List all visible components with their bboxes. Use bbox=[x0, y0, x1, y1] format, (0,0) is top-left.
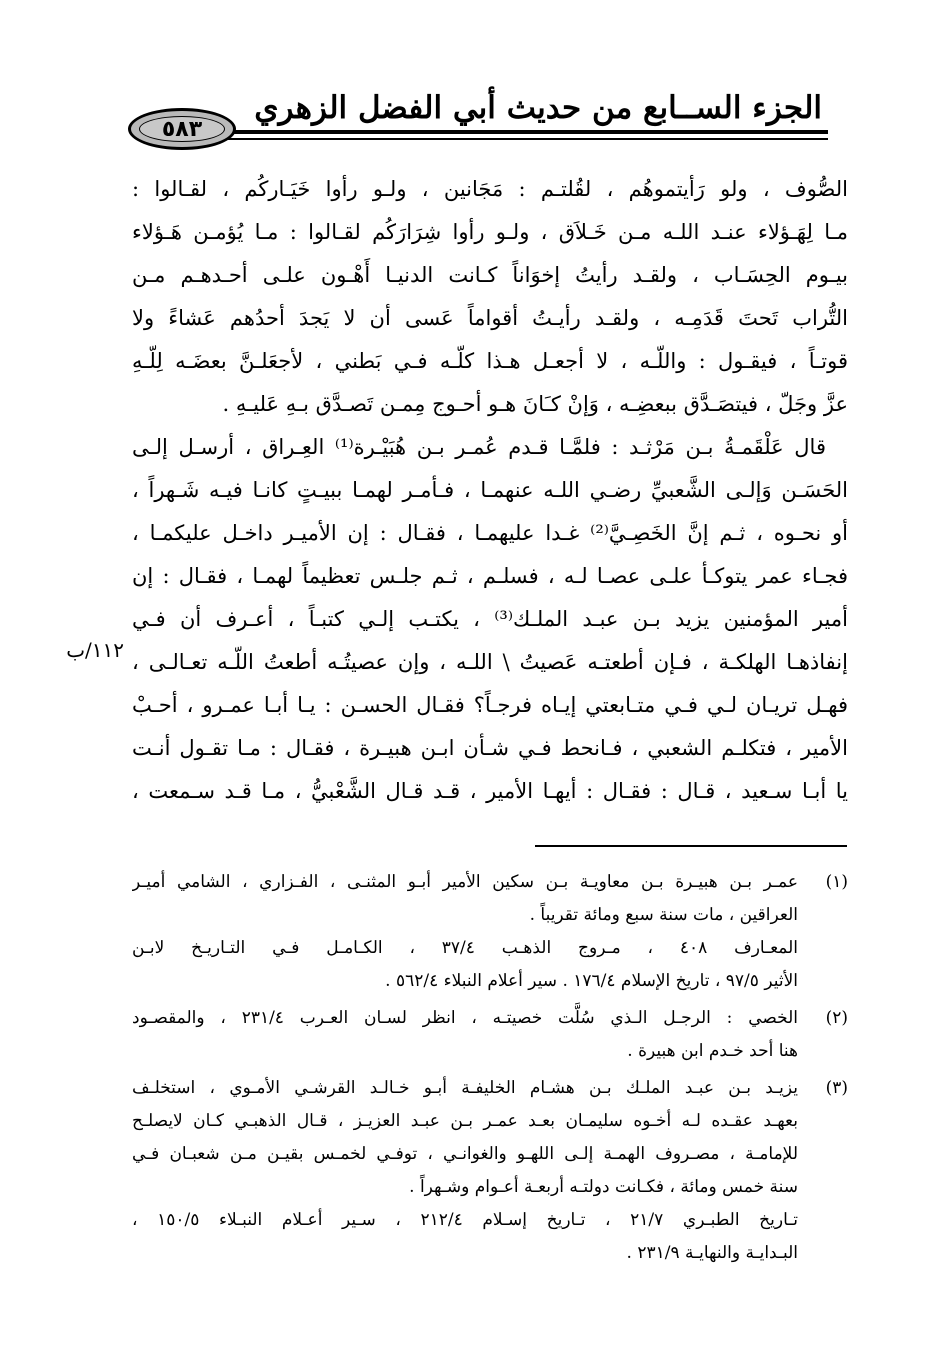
text-line: قوتـاً ، فيقـول : واللّـه ، لا أجعـل هـذا كلّـه فـي بَطني ، لأجعَلـنَّ بعضَـه لِلّـهِ bbox=[132, 349, 848, 373]
text-line: قال عَلْقَمـةُ بـن مَرْثـد : فلمَّـا قـدم عُمـر بـن هُبَيْـرة⁽¹⁾ العِـراق ، أرسـل إلـى bbox=[132, 435, 826, 459]
footnote-line: الخصي : الرجـل الـذي سُلَّت خصيتـه ، انظر لسـان العـرب ٢٣١/٤ ، والمقصـود bbox=[132, 1008, 798, 1028]
text-line: الحَسَـن وَإلـى الشَّعبيِّ رضـي اللـه عنهمـا ، فـأمـر لهمـا ببيـتٍ كانـا فيـه شَـهراً ، bbox=[132, 478, 848, 502]
footnote-1 bbox=[132, 866, 848, 998]
header-rule-thin bbox=[228, 138, 828, 140]
text-line: فجـاء عمر يتوكـأ علـى عصـا لـه ، فسلـم ، ثـم جلـس تعظيماً لهمـا ، فقـال : إن bbox=[132, 564, 848, 588]
footnote-2 bbox=[132, 1002, 848, 1068]
footnote-line: عمـر بـن هبيـرة بـن معاويـة بـن سكين الأمير أبـو المثنـى ، الفـزاري ، الشامي أميـر bbox=[132, 872, 798, 892]
page-number: ٥٨٣ bbox=[139, 116, 225, 142]
footnote-reference-line: البـدايـة والنهايـة ٢٣١/٩ . bbox=[626, 1243, 798, 1263]
footnote-line: سنة خمس ومائة ، فكـانت دولتـه أربعـة أعـوام وشـهراً . bbox=[409, 1177, 798, 1197]
footnote-number: (٢) bbox=[825, 1008, 848, 1028]
footnote-line: بعهـد عقـده لـه أخـوه سليمـان بعـد عمـر بـن عبـد العزيـز ، قـال الذهبـي كـان لايصلـح bbox=[132, 1111, 798, 1131]
manuscript-folio-note: ١١٢/ب bbox=[66, 638, 124, 662]
footnote-number: (١) bbox=[825, 872, 848, 892]
page-header bbox=[128, 82, 828, 152]
text-line: أو نحـوه ، ثـم إنَّ الخَصِـيَّ⁽²⁾ غـدا عليهمـا ، فقـال : إن الأميـر داخـل عليكمـا ، bbox=[132, 521, 848, 545]
text-line: الأمير ، فتكلـم الشعبي ، فـانحط فـي شـأن ابـن هبيـرة ، فقـال : مـا تقـول أنـت bbox=[132, 736, 848, 760]
footnotes bbox=[132, 866, 848, 1274]
text-line: إنفاذهـا الهلكـة ، فـإن أطعتـه عَصيتُ \ اللـه ، وإن عصيتُـه أطعتُ اللّـه تعـالـى ، bbox=[132, 650, 848, 674]
text-line: الصُّوف ، ولو رَأيتموهُم ، لقُلتـم : مَجَانين ، ولـو رأوا خَيَـاركُم ، لقـالوا : bbox=[132, 177, 848, 201]
footnote-line: العراقين ، مات سنة سبع ومائة تقريباً . bbox=[529, 905, 798, 925]
footnote-line: يزيـد بـن عبـد الملـك بـن هشـام الخليفـة أبـو خـالـد القرشـي الأمـوي ، استخلـف bbox=[132, 1078, 798, 1098]
text-line: يا أبـا سـعيد ، قـال : فقـال : أيهـا الأمير ، قـد قـال الشَّعْبيُّ ، مـا قـد سـمعت ، bbox=[132, 779, 848, 803]
text-line: عزَّ وجَلّ ، فيتصَـدَّق ببعضِـه ، وَإنْ كـَانَ هـو أحـوج مِمـن تَصـدَّق بـهِ عَليـهِ . bbox=[222, 392, 848, 416]
header-rule-thick bbox=[228, 130, 828, 134]
footnote-separator bbox=[535, 845, 847, 847]
footnote-reference-line: المعـارف ٤٠٨ ، مـروج الذهـب ٣٧/٤ ، الكـامـل فـي التـاريـخ لابـن bbox=[132, 938, 798, 958]
text-line: مـا لِهَـؤلاء عنـد اللـه مـن خَـلاَق ، ولـو رأوا شِرَارَكُم لقـالوا : مـا يُؤمـن هَـؤلاء bbox=[132, 220, 848, 244]
page-number-badge bbox=[128, 108, 236, 150]
main-text bbox=[132, 168, 848, 813]
text-line: التُّراب تَحتَ قَدَمِـه ، ولقـد رأيـتُ أقواماً عَسى أن لا يَجدَ أحدُهم عَشاءً ولا bbox=[132, 306, 848, 330]
footnote-line: للإمامـة ، مصـروف الهمـة إلـى اللهـو والغوانـي ، توفـي لخمـس بقيـن مـن شعبـان فـي bbox=[132, 1144, 798, 1164]
footnote-3 bbox=[132, 1072, 848, 1270]
text-line: فهـل تريـان لـي فـي متـابعتي إيـاه فرجـاً؟ فقـال الحسـن : يـا أبـا عمـرو ، أحـبْ bbox=[132, 693, 848, 717]
footnote-reference-line: تـاريخ الطبـري ٢١/٧ ، تـاريخ إسـلام ٢١٢/٤ ، سـير أعـلام النبـلاء ١٥٠/٥ ، bbox=[132, 1210, 798, 1230]
footnote-reference-line: الأثير ٩٧/٥ ، تاريخ الإسلام ١٧٦/٤ . سير أعلام النبلاء ٥٦٢/٤ . bbox=[385, 971, 798, 991]
text-line: أمير المؤمنين يزيد بـن عبـد الملـك⁽³⁾ ، يكتـب إلـي كتبـاً ، أعـرف أن فـي bbox=[132, 607, 848, 631]
running-title: الجزء الســابع من حديث أبي الفضل الزهري bbox=[254, 90, 822, 126]
text-line: بيـوم الحِسَـاب ، ولقـد رأيتُ إخوَاناً كـانت الدنيـا أَهْـون علـى أحـدهـم مـن bbox=[132, 263, 848, 287]
footnote-line: هنا أحد خـدم ابن هبيرة . bbox=[627, 1041, 798, 1061]
footnote-number: (٣) bbox=[825, 1078, 848, 1098]
